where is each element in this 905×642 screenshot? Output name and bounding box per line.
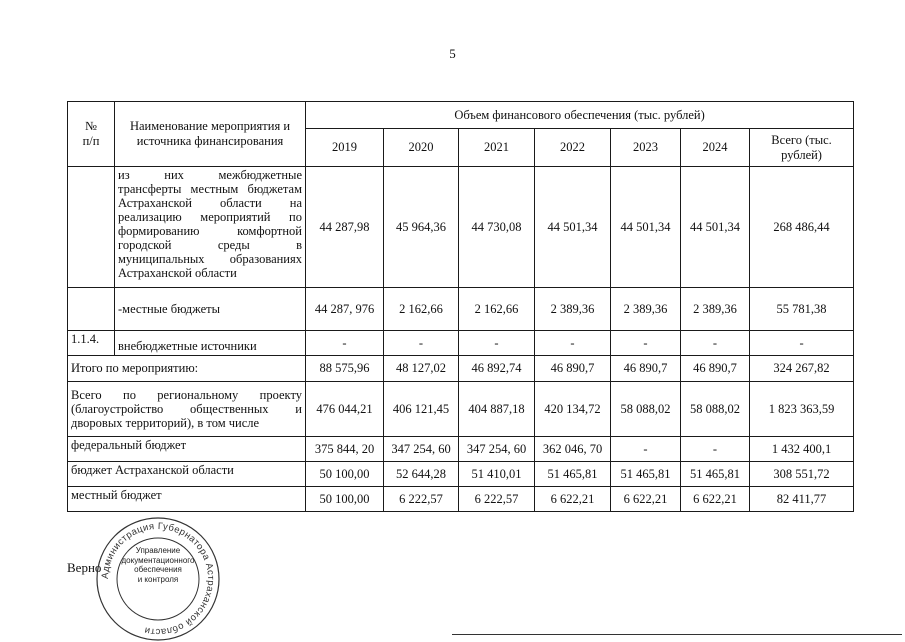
row-name: Всего по региональному проекту (благоустройство общественных и дворовых территорий), в том числе (68, 382, 306, 437)
row-value: 44 287, 976 (306, 288, 384, 331)
row-value: 50 100,00 (306, 462, 384, 487)
table-row (68, 288, 854, 331)
row-total: 324 267,82 (750, 356, 854, 382)
header-year: 2024 (681, 129, 750, 167)
row-value: 362 046, 70 (535, 437, 611, 462)
table-row (68, 382, 854, 437)
row-value: 88 575,96 (306, 356, 384, 382)
row-value: 45 964,36 (384, 167, 459, 288)
table-row (68, 462, 854, 487)
row-value: 6 222,57 (459, 487, 535, 512)
row-value: 6 622,21 (535, 487, 611, 512)
table-row (68, 331, 854, 356)
row-value: - (535, 331, 611, 356)
row-value: - (306, 331, 384, 356)
header-total: Всего (тыс. рублей) (750, 129, 854, 167)
row-value: 52 644,28 (384, 462, 459, 487)
row-value: 2 162,66 (459, 288, 535, 331)
header-name: Наименование мероприятия и источника финансирования (115, 102, 306, 167)
stamp-line: документационного (121, 555, 195, 565)
stamp-line: и контроля (137, 574, 179, 584)
header-year: 2020 (384, 129, 459, 167)
row-name: -местные бюджеты (115, 288, 306, 331)
row-total: 268 486,44 (750, 167, 854, 288)
row-value: 375 844, 20 (306, 437, 384, 462)
row-value: 347 254, 60 (459, 437, 535, 462)
row-value: 406 121,45 (384, 382, 459, 437)
row-total: 55 781,38 (750, 288, 854, 331)
row-value: 44 730,08 (459, 167, 535, 288)
bottom-divider (452, 634, 902, 635)
row-total: - (750, 331, 854, 356)
row-value: 51 465,81 (681, 462, 750, 487)
row-value: 420 134,72 (535, 382, 611, 437)
row-value: 58 088,02 (681, 382, 750, 437)
financing-table (67, 101, 854, 512)
row-total: 308 551,72 (750, 462, 854, 487)
row-value: 2 389,36 (681, 288, 750, 331)
row-value: - (611, 437, 681, 462)
row-total: 82 411,77 (750, 487, 854, 512)
row-no: 1.1.4. (68, 331, 115, 356)
row-value: 44 501,34 (681, 167, 750, 288)
header-year: 2023 (611, 129, 681, 167)
row-value: 51 410,01 (459, 462, 535, 487)
stamp-center-text (95, 516, 221, 584)
row-name: бюджет Астраханской области (68, 462, 306, 487)
row-value: 44 287,98 (306, 167, 384, 288)
header-year: 2019 (306, 129, 384, 167)
header-year: 2022 (535, 129, 611, 167)
stamp-line: Управление (135, 546, 181, 555)
header-year: 2021 (459, 129, 535, 167)
row-name: федеральный бюджет (68, 437, 306, 462)
row-name: внебюджетные источники (115, 331, 306, 356)
row-name: местный бюджет (68, 487, 306, 512)
row-value: 50 100,00 (306, 487, 384, 512)
row-total: 1 432 400,1 (750, 437, 854, 462)
row-value: 51 465,81 (535, 462, 611, 487)
row-name: из них межбюджетные трансферты местным бюджетам Астраханской области на реализацию мероприятий по формированию комфортной городской среды в муниципальных образованиях Астраханской области (115, 167, 306, 288)
row-value: 46 892,74 (459, 356, 535, 382)
row-no (68, 167, 115, 288)
header-no: № п/п (68, 102, 115, 167)
table-row (68, 167, 854, 288)
row-value: 48 127,02 (384, 356, 459, 382)
row-no (68, 288, 115, 331)
row-value: 6 622,21 (611, 487, 681, 512)
row-value: - (611, 331, 681, 356)
table-row (68, 356, 854, 382)
row-value: 44 501,34 (535, 167, 611, 288)
row-value: - (384, 331, 459, 356)
row-name: Итого по мероприятию: (68, 356, 306, 382)
row-total: 1 823 363,59 (750, 382, 854, 437)
row-value: 6 622,21 (681, 487, 750, 512)
row-value: 46 890,7 (681, 356, 750, 382)
header-volume: Объем финансового обеспечения (тыс. рублей) (306, 102, 854, 129)
stamp-line: обеспечения (134, 565, 182, 575)
row-value: - (681, 437, 750, 462)
row-value: 404 887,18 (459, 382, 535, 437)
row-value: 51 465,81 (611, 462, 681, 487)
row-value: 44 501,34 (611, 167, 681, 288)
row-value: 2 162,66 (384, 288, 459, 331)
row-value: 2 389,36 (611, 288, 681, 331)
row-value: 58 088,02 (611, 382, 681, 437)
row-value: 2 389,36 (535, 288, 611, 331)
row-value: 476 044,21 (306, 382, 384, 437)
row-value: - (681, 331, 750, 356)
row-value: 6 222,57 (384, 487, 459, 512)
row-value: 46 890,7 (611, 356, 681, 382)
table-row (68, 487, 854, 512)
stamp-ring-text: Администрация Губернатора Астраханской области (99, 520, 217, 638)
row-value: 46 890,7 (535, 356, 611, 382)
table-row (68, 437, 854, 462)
page-number: 5 (449, 46, 456, 61)
row-value: 347 254, 60 (384, 437, 459, 462)
verno-label: Верно (67, 560, 102, 575)
row-value: - (459, 331, 535, 356)
